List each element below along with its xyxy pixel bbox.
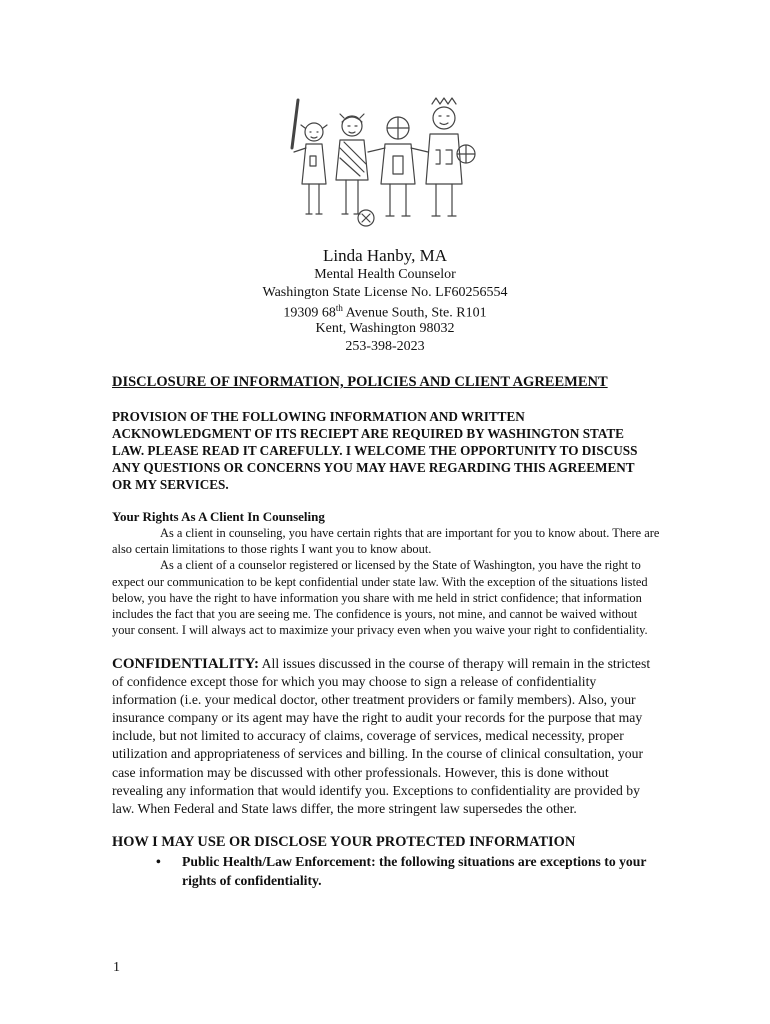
- phone-number: 253-398-2023: [345, 339, 425, 354]
- rights-section: [112, 525, 660, 638]
- address-ordinal: th: [335, 303, 343, 313]
- bullet-icon: •: [156, 854, 161, 869]
- kids-illustration: [280, 92, 480, 232]
- city-state-zip: Kent, Washington 98032: [315, 321, 455, 336]
- address-number: 19309 68: [283, 305, 336, 321]
- address-street: Avenue South, Ste. R101: [342, 305, 487, 321]
- page-number: 1: [113, 960, 120, 975]
- street-address: [0, 303, 770, 322]
- disclosure-heading: HOW I MAY USE OR DISCLOSE YOUR PROTECTED INFORMATION: [112, 834, 576, 850]
- document-title: DISCLOSURE OF INFORMATION, POLICIES AND CLIENT AGREEMENT: [112, 374, 608, 390]
- rights-heading: Your Rights As A Client In Counseling: [112, 509, 325, 524]
- confidentiality-text: All issues discussed in the course of therapy will remain in the strictest of confidence except those for which you may choose to sign a release of confidentiality information (i.e. your medical doctor, other treatment providers or family members). Also, your insurance company or its agent may have the right to audit your records for the purpose that may include, but not limited to accuracy of claims, coverage of services, medical necessity, proper utilization and appropriateness of services and billing. In the course of clinical consultation, your case information may be discussed with other professionals. However, this is done without revealing any information that would identify you. Exceptions to confidentiality are provided by law. When Federal and State laws differ, the more stringent law supersedes the other.: [112, 656, 651, 816]
- rights-paragraph-2: As a client of a counselor registered or licensed by the State of Washington, you have the right to expect our communication to be kept confidential under state law. With the exception of the situations listed below, you have the right to have information you share with me held in strict confidence; that information includes the fact that you are seeing me. The confidence is yours, not mine, and cannot be waived without your consent. I will always act to maximize your privacy even when you waive your right to confidentiality.: [112, 558, 648, 638]
- counselor-name: Linda Hanby, MA: [322, 246, 447, 265]
- list-item: [156, 852, 656, 890]
- counselor-title: Mental Health Counselor: [314, 267, 456, 282]
- license-number: Washington State License No. LF60256554: [262, 285, 508, 300]
- bullet-text: Public Health/Law Enforcement: the following situations are exceptions to your rights of confidentiality.: [182, 854, 647, 888]
- rights-paragraph-1: As a client in counseling, you have certain rights that are important for you to know about. There are also certain limitations to those rights I want you to know about.: [112, 526, 660, 557]
- provision-notice: PROVISION OF THE FOLLOWING INFORMATION AND WRITTEN ACKNOWLEDGMENT OF ITS RECIEPT ARE REQUIRED BY WASHINGTON STATE LAW. PLEASE READ IT CAREFULLY. I WELCOME THE OPPORTUNITY TO DISCUSS ANY QUESTIONS OR CONCERNS YOU MAY HAVE REGARDING THIS AGREEMENT OR MY SERVICES.: [112, 409, 638, 492]
- confidentiality-label: CONFIDENTIALITY:: [112, 656, 259, 672]
- confidentiality-section: [112, 655, 657, 818]
